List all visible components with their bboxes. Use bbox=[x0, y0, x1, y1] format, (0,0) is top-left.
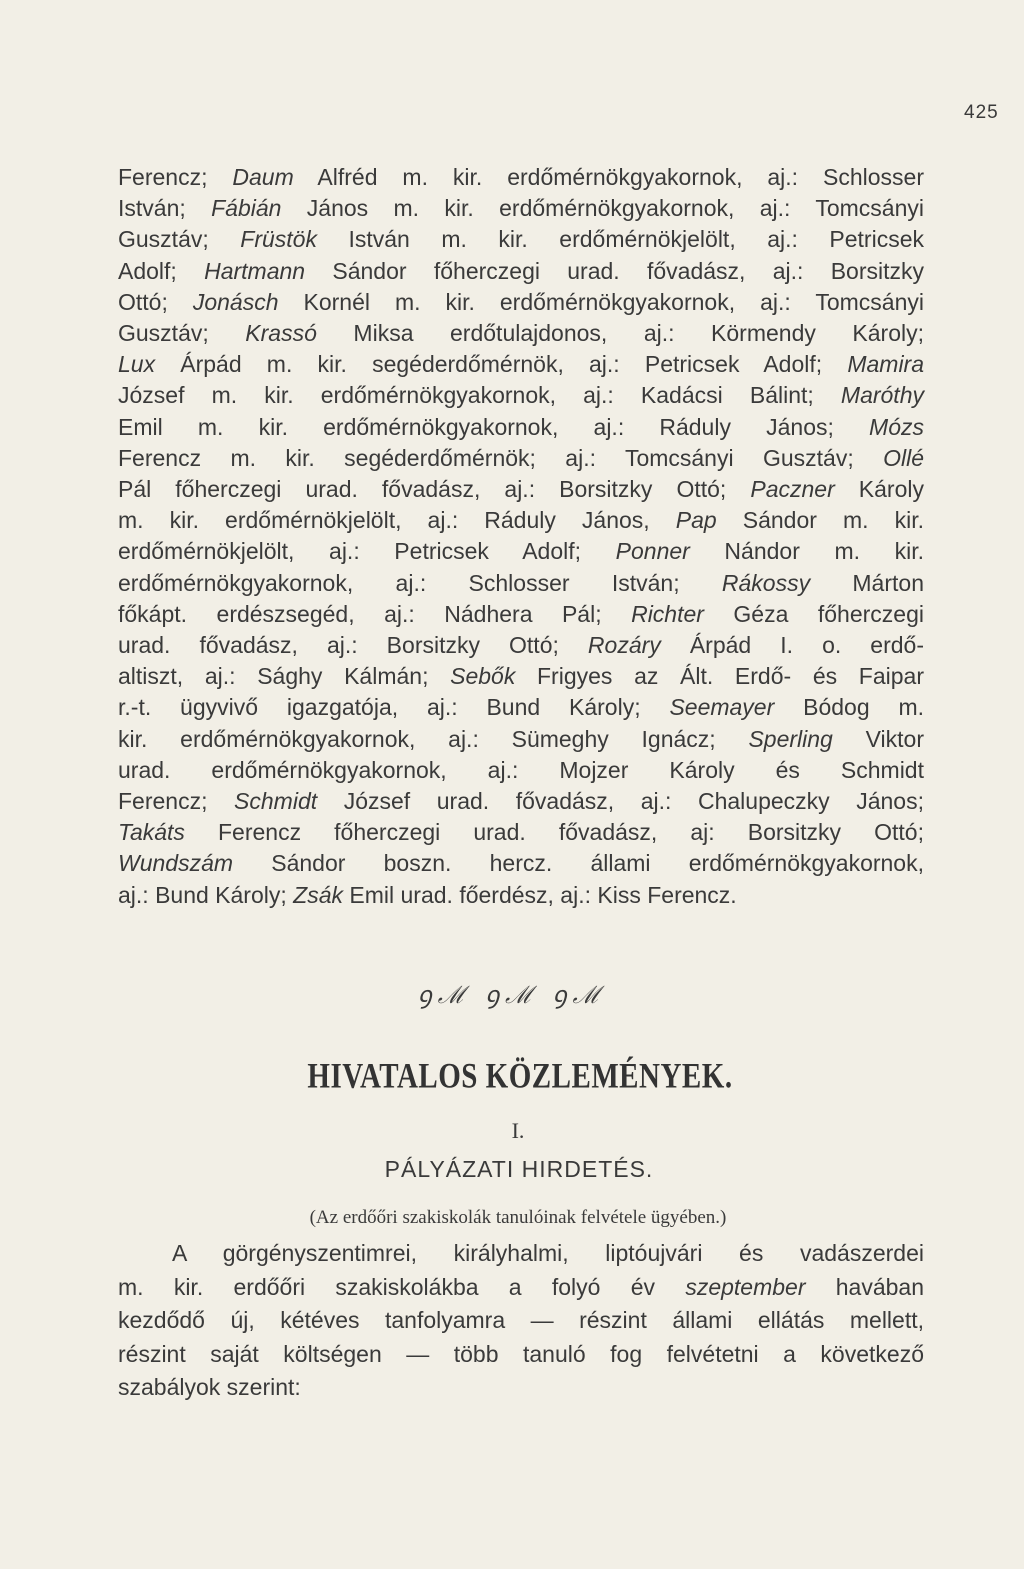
list-line bbox=[118, 505, 924, 536]
text-segment: Gusztáv; bbox=[118, 226, 241, 253]
paragraph-line bbox=[118, 1271, 924, 1305]
text-segment: József urad. fővadász, aj.: Chalupeczky János; bbox=[317, 788, 924, 815]
text-segment: havában bbox=[805, 1273, 925, 1300]
text-segment: Adolf; bbox=[118, 257, 205, 284]
text-segment: Sándor boszn. hercz. állami erdőmérnökgyakornok, bbox=[233, 850, 924, 877]
list-line bbox=[118, 536, 924, 567]
text-segment: Bódog m. bbox=[774, 694, 924, 721]
list-line bbox=[118, 599, 924, 630]
text-segment: Miksa erdőtulajdonos, aj.: Körmendy Károly; bbox=[316, 320, 924, 347]
italic-term: Seemayer bbox=[669, 694, 775, 721]
italic-term: Pap bbox=[675, 507, 717, 534]
list-line bbox=[118, 755, 924, 786]
text-segment: erdőmérnökjelölt, aj.: Petricsek Adolf; bbox=[118, 538, 616, 565]
appointments-list bbox=[118, 162, 924, 911]
italic-term: Jonásch bbox=[192, 288, 279, 315]
text-segment: Márton bbox=[810, 569, 924, 596]
text-segment: részint saját költségen — több tanuló fog felvétetni a következő bbox=[118, 1340, 924, 1367]
list-line bbox=[118, 162, 924, 193]
text-segment: Frigyes az Ált. Erdő- és Faipar bbox=[515, 663, 924, 690]
text-segment: Kornél m. kir. erdőmérnökgyakornok, aj.: Tomcsányi bbox=[278, 288, 924, 315]
section-ornament: ꝯℳ ꝯℳ ꝯℳ bbox=[417, 981, 607, 1009]
text-segment: urad. fővadász, aj.: Borsitzky Ottó; bbox=[118, 632, 588, 659]
text-segment: Ottó; bbox=[118, 288, 193, 315]
list-line bbox=[118, 318, 924, 349]
list-line bbox=[118, 817, 924, 848]
text-segment: Alfréd m. kir. erdőmérnökgyakornok, aj.: Schlosser bbox=[293, 164, 924, 190]
italic-term: Maróthy bbox=[840, 382, 924, 409]
list-line bbox=[118, 256, 924, 287]
text-segment: Árpád I. o. erdő- bbox=[660, 632, 924, 659]
italic-term: Sperling bbox=[748, 725, 833, 752]
text-segment: Nándor m. kir. bbox=[689, 538, 924, 565]
list-line bbox=[118, 380, 924, 411]
text-segment: Ferencz; bbox=[118, 164, 233, 190]
text-segment: József m. kir. erdőmérnökgyakornok, aj.: Kadácsi Bálint; bbox=[118, 382, 841, 409]
text-segment: István m. kir. erdőmérnökjelölt, aj.: Petricsek bbox=[316, 226, 924, 253]
paragraph-line bbox=[118, 1338, 924, 1372]
italic-term: szeptember bbox=[685, 1273, 806, 1300]
text-segment: urad. erdőmérnökgyakornok, aj.: Mojzer Károly és Schmidt bbox=[118, 756, 924, 783]
text-segment: Károly bbox=[834, 476, 924, 503]
italic-term: Wundszám bbox=[118, 850, 234, 877]
text-segment: erdőmérnökgyakornok, aj.: Schlosser István; bbox=[118, 569, 722, 596]
text-segment: A görgényszentimrei, királyhalmi, liptóujvári és vadászerdei bbox=[172, 1240, 924, 1266]
announcement-paragraph bbox=[118, 1237, 924, 1405]
list-line bbox=[118, 661, 924, 692]
section-numeral: I. bbox=[511, 1118, 525, 1143]
list-line bbox=[118, 443, 924, 474]
text-segment: Sándor főherczegi urad. fővadász, aj.: Borsitzky bbox=[305, 257, 924, 284]
list-line bbox=[118, 848, 924, 879]
list-line bbox=[118, 630, 924, 661]
paragraph-line bbox=[118, 1371, 924, 1405]
italic-term: Daum bbox=[232, 164, 294, 190]
italic-term: Früstök bbox=[240, 226, 317, 253]
italic-term: Paczner bbox=[750, 476, 835, 503]
text-segment: altiszt, aj.: Sághy Kálmán; bbox=[118, 663, 451, 690]
italic-term: Richter bbox=[631, 600, 704, 627]
list-line bbox=[118, 224, 924, 255]
page-number: 425 bbox=[964, 102, 999, 123]
text-segment: Géza főherczegi bbox=[703, 600, 924, 627]
italic-term: Ponner bbox=[615, 538, 690, 565]
italic-term: Mózs bbox=[869, 413, 924, 440]
italic-term: Rozáry bbox=[587, 632, 661, 659]
text-segment: Viktor bbox=[832, 725, 924, 752]
text-segment: szabályok szerint: bbox=[118, 1374, 301, 1400]
italic-term: Fábián bbox=[211, 195, 282, 222]
text-segment: főkápt. erdészsegéd, aj.: Nádhera Pál; bbox=[118, 600, 632, 627]
list-line bbox=[118, 724, 924, 755]
list-line bbox=[118, 786, 924, 817]
text-segment: r.-t. ügyvivő igazgatója, aj.: Bund Károly; bbox=[118, 694, 670, 721]
italic-term: Zsák bbox=[293, 881, 343, 908]
italic-term: Sebők bbox=[450, 663, 516, 690]
text-segment: m. kir. erdőmérnökjelölt, aj.: Ráduly János, bbox=[118, 507, 676, 534]
list-line bbox=[118, 474, 924, 505]
text-segment: Sándor m. kir. bbox=[716, 507, 924, 534]
text-segment: Ferencz; bbox=[118, 788, 235, 815]
italic-term: Ollé bbox=[883, 444, 924, 471]
announcement-subtitle: (Az erdőőri szakiskolák tanulóinak felvétele ügyében.) bbox=[309, 1207, 727, 1228]
text-segment: Árpád m. kir. segéderdőmérnök, aj.: Petricsek Adolf; bbox=[155, 351, 848, 378]
list-line bbox=[118, 193, 924, 224]
announcement-title: PÁLYÁZATI HIRDETÉS. bbox=[384, 1156, 654, 1182]
italic-term: Lux bbox=[118, 351, 156, 378]
paragraph-line bbox=[118, 1304, 924, 1338]
text-segment: Ferencz m. kir. segéderdőmérnök; aj.: Tomcsányi Gusztáv; bbox=[118, 444, 884, 471]
italic-term: Hartmann bbox=[204, 257, 306, 284]
italic-term: Krassó bbox=[245, 320, 317, 347]
list-line bbox=[118, 287, 924, 318]
text-segment: Ferencz főherczegi urad. fővadász, aj: Borsitzky Ottó; bbox=[184, 819, 924, 846]
text-segment: Gusztáv; bbox=[118, 320, 246, 347]
list-line bbox=[118, 880, 924, 911]
text-segment: Emil urad. főerdész, aj.: Kiss Ferencz. bbox=[343, 881, 737, 908]
italic-term: Takáts bbox=[118, 819, 185, 846]
text-segment: aj.: Bund Károly; bbox=[118, 881, 294, 908]
list-line bbox=[118, 412, 924, 443]
list-line bbox=[118, 568, 924, 599]
text-segment: János m. kir. erdőmérnökgyakornok, aj.: Tomcsányi bbox=[281, 195, 924, 222]
text-segment: Emil m. kir. erdőmérnökgyakornok, aj.: Ráduly János; bbox=[118, 413, 870, 440]
text-segment: István; bbox=[118, 195, 212, 222]
italic-term: Schmidt bbox=[234, 788, 318, 815]
list-line bbox=[118, 692, 924, 723]
italic-term: Rákossy bbox=[721, 569, 811, 596]
text-segment: Pál főherczegi urad. fővadász, aj.: Borsitzky Ottó; bbox=[118, 476, 751, 503]
text-segment: kezdődő új, kétéves tanfolyamra — részint állami ellátás mellett, bbox=[118, 1307, 924, 1333]
text-segment: kir. erdőmérnökgyakornok, aj.: Sümeghy Ignácz; bbox=[118, 725, 749, 752]
italic-term: Mamira bbox=[847, 351, 924, 378]
section-heading: HIVATALOS KÖZLEMÉNYEK. bbox=[307, 1056, 733, 1096]
list-line bbox=[118, 349, 924, 380]
text-segment: m. kir. erdőőri szakiskolákba a folyó év bbox=[118, 1273, 686, 1300]
paragraph-line bbox=[118, 1237, 924, 1271]
